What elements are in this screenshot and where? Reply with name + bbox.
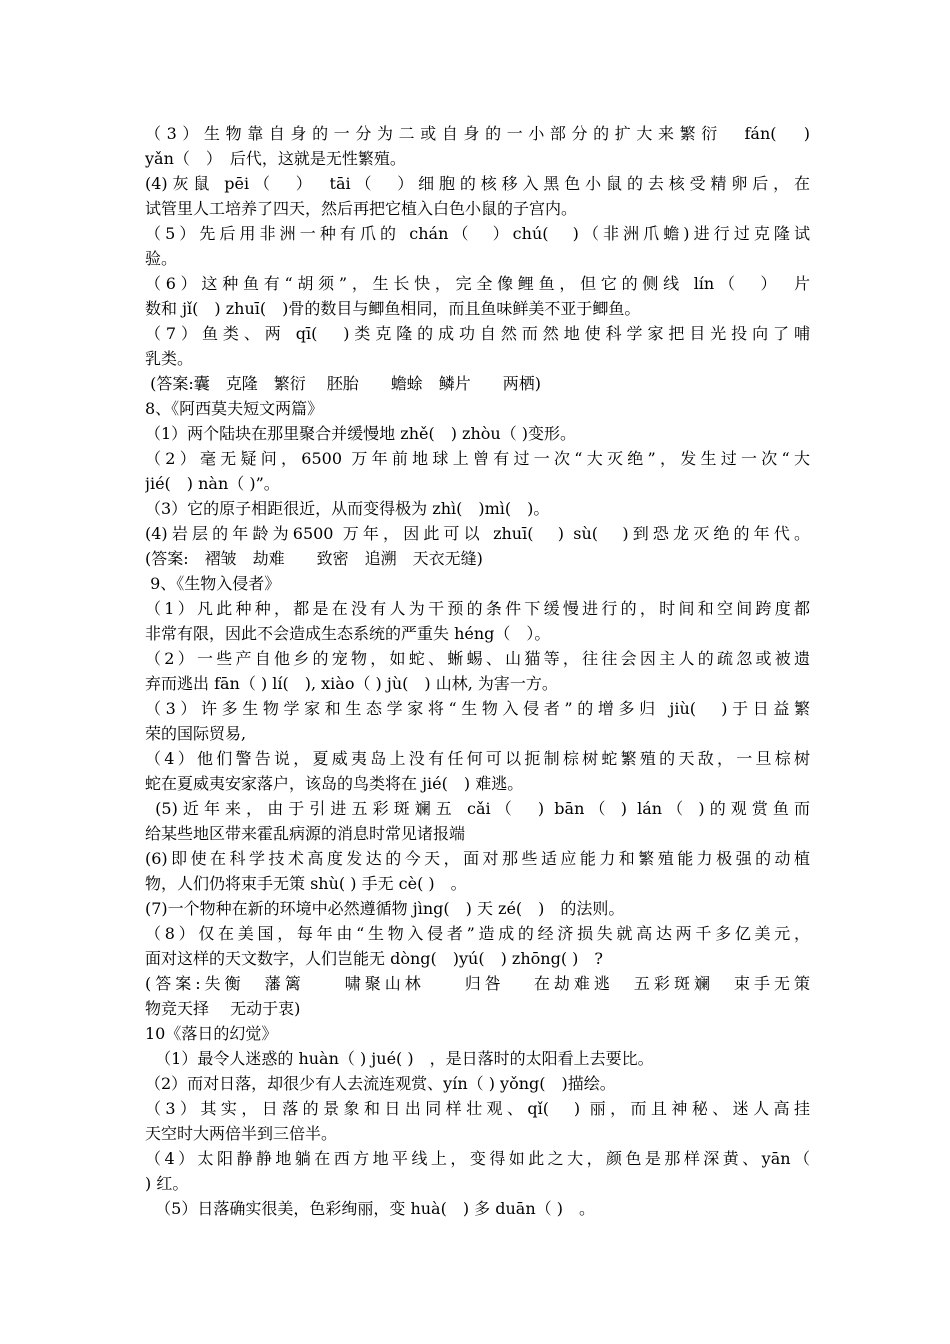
text-line: 8、《阿西莫夫短文两篇》 — [145, 399, 324, 418]
text-line: 验。 — [145, 249, 178, 268]
text-line: (7)一个物种在新的环境中必然遵循物 jìng( ) 天 zé( ) 的法则。 — [145, 899, 625, 918]
text-line: （4）他们警告说，夏威夷岛上没有任何可以扼制棕树蛇繁殖的天敌，一旦棕树 — [145, 749, 810, 768]
text-line: （5）先后用非洲一种有爪的 chán（ ）chú( )（非洲爪蟾)进行过克隆试 — [145, 224, 810, 243]
text-line: (答案:囊 克隆 繁衍 胚胎 蟾蜍 鳞片 两栖) — [145, 374, 542, 393]
text-line: 物，人们仍将束手无策 shù( ) 手无 cè( ) 。 — [145, 874, 467, 893]
text-line: （1）凡此种种，都是在没有人为干预的条件下缓慢进行的，时间和空间跨度都 — [145, 599, 810, 618]
text-line: (4)灰鼠 pēi（ ） tāi（ ）细胞的核移入黑色小鼠的去核受精卵后，在 — [145, 174, 810, 193]
text-line: （2）毫无疑问，6500 万年前地球上曾有过一次“大灭绝”，发生过一次“大 — [145, 449, 810, 468]
text-line: 荣的国际贸易, — [145, 724, 247, 743]
text-line: （3）其实，日落的景象和日出同样壮观、qǐ( ) 丽，而且神秘、迷人高挂 — [145, 1099, 810, 1118]
text-line: 面对这样的天文数字，人们岂能无 dòng( )yú( ) zhōng( ) ? — [145, 949, 603, 968]
text-line: 给某些地区带来霍乱病源的消息时常见诸报端 — [145, 824, 466, 843]
text-line: 天空时大两倍半到三倍半。 — [145, 1124, 338, 1143]
text-line: 数和 jǐ( ) zhuī( )骨的数目与鲫鱼相同，而且鱼味鲜美不亚于鲫鱼。 — [145, 299, 641, 318]
document-page — [145, 121, 810, 1221]
text-line: （6）这种鱼有“胡须”，生长快，完全像鲤鱼，但它的侧线 lín（ ） 片 — [145, 274, 810, 293]
text-line: （4）太阳静静地躺在西方地平线上，变得如此之大，颜色是那样深黄、yān（ — [145, 1149, 810, 1168]
text-line: 试管里人工培养了四天，然后再把它植入白色小鼠的子宫内。 — [145, 199, 578, 218]
text-line: jié( ) nàn（ )”。 — [145, 474, 280, 493]
text-line: （1）两个陆块在那里聚合并缓慢地 zhě( ) zhòu（ )变形。 — [145, 424, 577, 443]
text-line: （2）一些产自他乡的宠物，如蛇、蜥蜴、山猫等，往往会因主人的疏忽或被遗 — [145, 649, 810, 668]
text-line: 非常有限，因此不会造成生态系统的严重失 héng（ ）。 — [145, 624, 551, 643]
text-line: （1）最令人迷惑的 huàn（ ) jué( ) ，是日落时的太阳看上去要比。 — [145, 1049, 654, 1068]
text-line: 乳类。 — [145, 349, 194, 368]
text-line: (4)岩层的年龄为6500 万年，因此可以 zhuī( ) sù( )到恐龙灭绝的年代。 — [145, 524, 810, 543]
text-line: （5）日落确实很美，色彩绚丽，变 huà( ) 多 duān（ ) 。 — [145, 1199, 595, 1218]
text-line: （3）许多生物学家和生态学家将“生物入侵者”的增多归 jiù( )于日益繁 — [145, 699, 810, 718]
text-line: (答案: 褶皱 劫难 致密 追溯 天衣无缝) — [145, 549, 483, 568]
text-line: (6)即使在科学技术高度发达的今天，面对那些适应能力和繁殖能力极强的动植 — [145, 849, 810, 868]
text-line: ) 红。 — [145, 1174, 189, 1193]
text-line: （3）它的原子相距很近，从而变得极为 zhì( )mì( )。 — [145, 499, 550, 518]
text-line: yǎn（ ） 后代，这就是无性繁殖。 — [145, 149, 406, 168]
text-line: 弃而逃出 fān（ ) lí( ), xiào（ ) jù( ) 山林, 为害一方。 — [145, 674, 558, 693]
text-line: (答案:失衡 藩篱 啸聚山林 归咎 在劫难逃 五彩斑斓 束手无策 — [145, 974, 810, 993]
text-line: （3）生物靠自身的一分为二或自身的一小部分的扩大来繁衍 fán( ) — [145, 124, 810, 143]
text-line: 物竞天择 无动于衷) — [145, 999, 301, 1018]
text-line: （8）仅在美国，每年由“生物入侵者”造成的经济损失就高达两千多亿美元， — [145, 924, 810, 943]
text-line: 9、《生物入侵者》 — [145, 574, 281, 593]
text-line: （7）鱼类、两 qī( )类克隆的成功自然而然地使科学家把目光投向了哺 — [145, 324, 810, 343]
text-line: 10《落日的幻觉》 — [145, 1024, 278, 1043]
text-line: (5)近年来，由于引进五彩斑斓五 cǎi（ ) bān（ ) lán（ )的观赏鱼而 — [145, 799, 810, 818]
text-line: （2）而对日落，却很少有人去流连观赏、yín（ ) yǒng( )描绘。 — [145, 1074, 616, 1093]
text-line: 蛇在夏威夷安家落户，该岛的鸟类将在 jié( ) 难逃。 — [145, 774, 524, 793]
